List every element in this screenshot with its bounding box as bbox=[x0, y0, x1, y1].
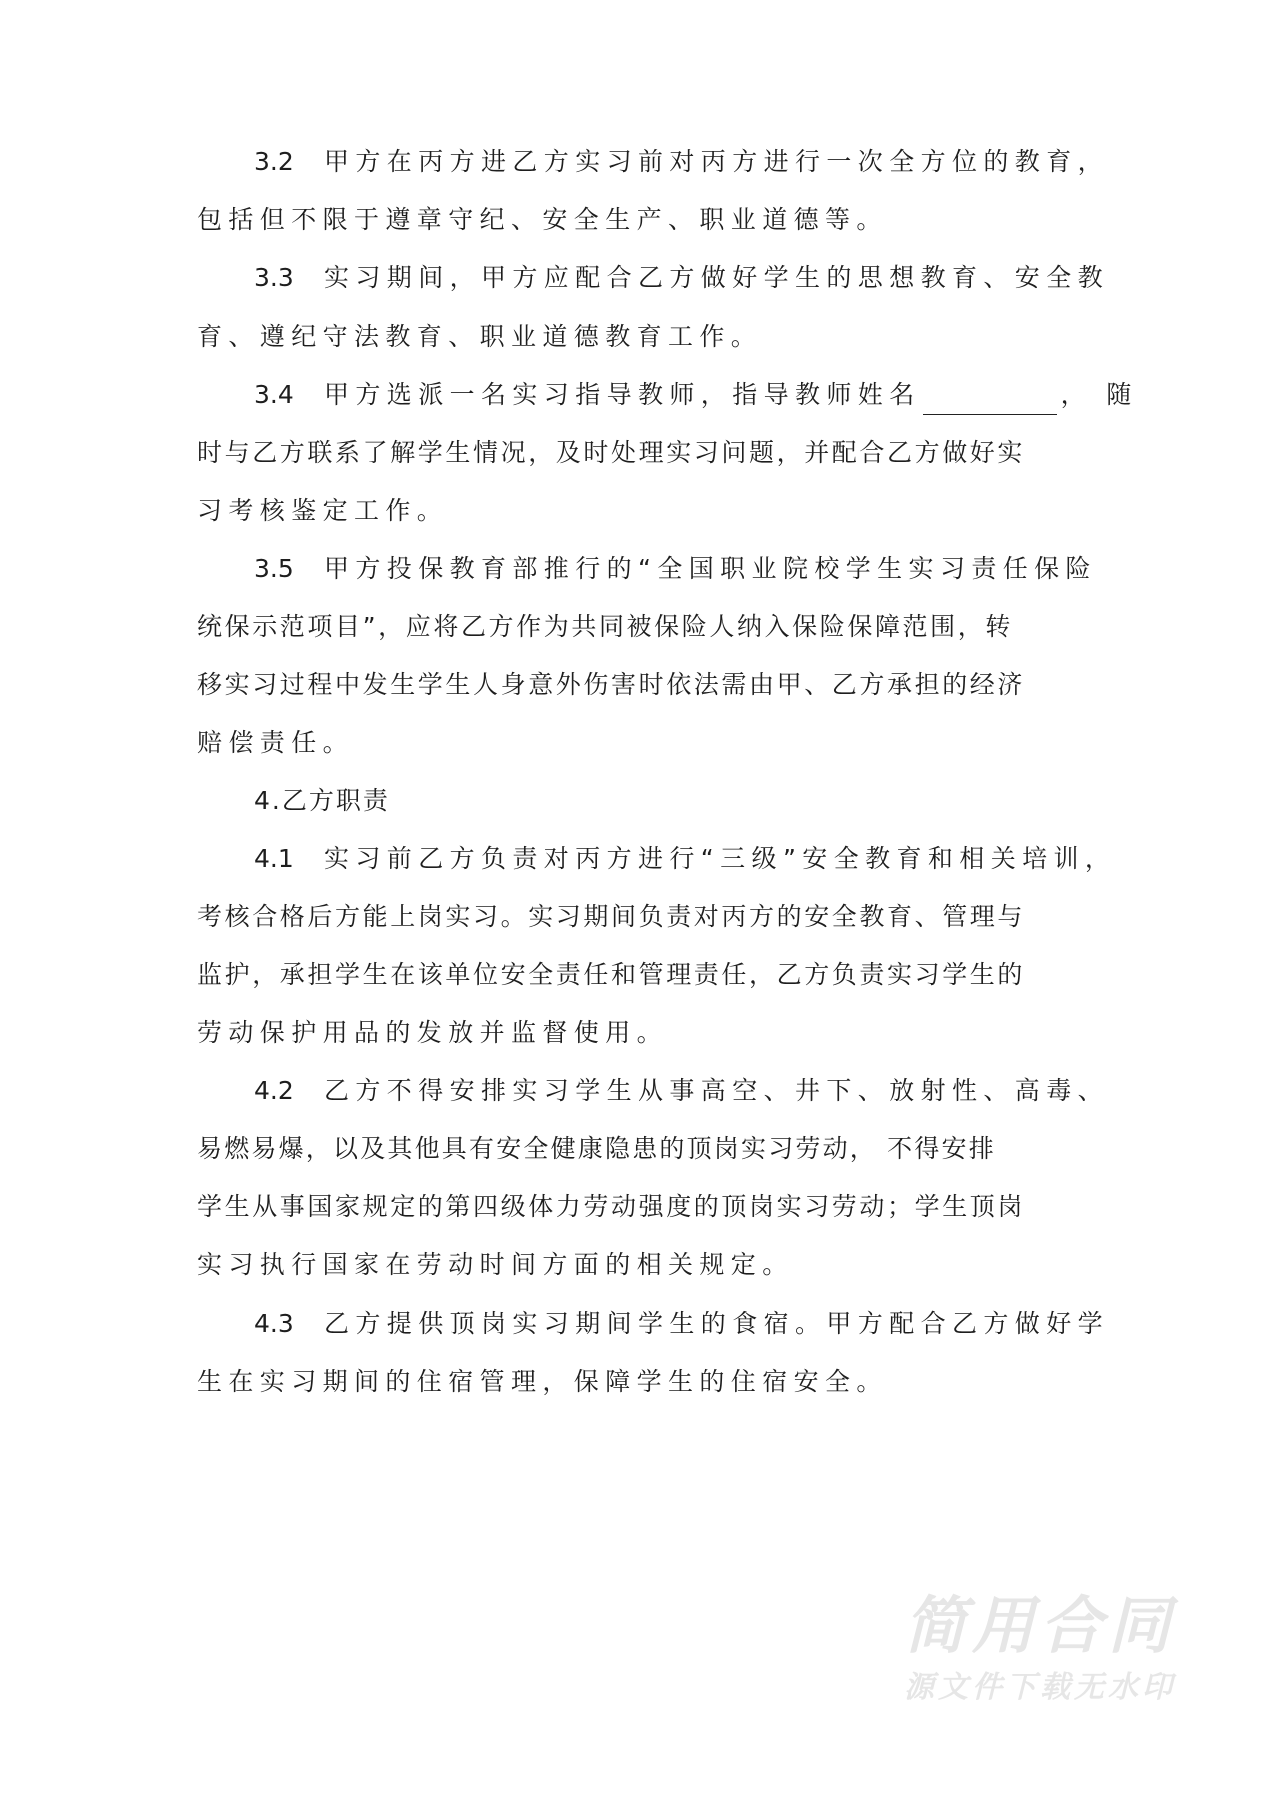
paragraph-text: 易燃易爆，以及其他具有安全健康隐患的顶岗实习劳动， 不得安排 bbox=[197, 1134, 996, 1163]
section-4-heading bbox=[254, 781, 1154, 821]
section-3-4-line-2 bbox=[197, 433, 1097, 473]
section-3-4-line-3 bbox=[197, 491, 1097, 531]
section-heading: 4.乙方职责 bbox=[254, 786, 390, 815]
paragraph-text: 移实习过程中发生学生人身意外伤害时依法需由甲、乙方承担的经济 bbox=[197, 670, 1026, 699]
section-number: 3.3 bbox=[254, 263, 294, 292]
paragraph-text: 时与乙方联系了解学生情况，及时处理实习问题，并配合乙方做好实 bbox=[197, 438, 1026, 467]
section-4-3-line-2 bbox=[197, 1362, 1097, 1402]
section-4-1-line-4 bbox=[197, 1013, 1097, 1053]
paragraph-text: 乙方提供顶岗实习期间学生的食宿。甲方配合乙方做好学 bbox=[324, 1309, 1110, 1338]
section-4-1-line-2 bbox=[197, 897, 1097, 937]
paragraph-text: 劳动保护用品的发放并监督使用。 bbox=[197, 1018, 669, 1047]
paragraph-text: 实习前乙方负责对丙方进行“三级”安全教育和相关培训， bbox=[324, 844, 1117, 873]
section-4-2-line-2 bbox=[197, 1129, 1097, 1169]
paragraph-text: 包括但不限于遵章守纪、安全生产、职业道德等。 bbox=[197, 205, 888, 234]
paragraph-text: 甲方在丙方进乙方实习前对丙方进行一次全方位的教育， bbox=[324, 147, 1110, 176]
section-4-2-line-3 bbox=[197, 1187, 1097, 1227]
paragraph-text: 乙方不得安排实习学生从事高空、井下、放射性、高毒、 bbox=[324, 1076, 1110, 1105]
section-number: 3.2 bbox=[254, 147, 294, 176]
teacher-name-blank-field[interactable] bbox=[923, 388, 1057, 415]
section-4-1-line-1 bbox=[254, 839, 1154, 879]
paragraph-text: 育、遵纪守法教育、职业道德教育工作。 bbox=[197, 322, 763, 351]
section-3-5-line-4 bbox=[197, 723, 1097, 763]
watermark bbox=[885, 1590, 1195, 1708]
paragraph-text: 实习执行国家在劳动时间方面的相关规定。 bbox=[197, 1250, 794, 1279]
paragraph-text: ， 随 bbox=[1060, 380, 1138, 409]
paragraph-text: 生在实习期间的住宿管理，保障学生的住宿安全。 bbox=[197, 1367, 888, 1396]
section-3-3-line-2 bbox=[197, 317, 1097, 357]
paragraph-text: 实习期间，甲方应配合乙方做好学生的思想教育、安全教 bbox=[324, 263, 1110, 292]
section-number: 4.3 bbox=[254, 1309, 294, 1338]
section-number: 3.4 bbox=[254, 380, 294, 409]
paragraph-text: 学生从事国家规定的第四级体力劳动强度的顶岗实习劳动；学生顶岗 bbox=[197, 1192, 1026, 1221]
paragraph-text: 赔偿责任。 bbox=[197, 728, 355, 757]
paragraph-text: 监护，承担学生在该单位安全责任和管理责任，乙方负责实习学生的 bbox=[197, 960, 1026, 989]
section-4-2-line-1 bbox=[254, 1071, 1154, 1111]
section-4-2-line-4 bbox=[197, 1245, 1097, 1285]
section-number: 4.2 bbox=[254, 1076, 294, 1105]
section-number: 4.1 bbox=[254, 844, 294, 873]
section-3-5-line-3 bbox=[197, 665, 1097, 705]
section-3-4-line-1 bbox=[254, 375, 1154, 415]
section-3-3-line-1 bbox=[254, 258, 1154, 298]
paragraph-text: 甲方投保教育部推行的“全国职业院校学生实习责任保险 bbox=[324, 554, 1097, 583]
section-4-3-line-1 bbox=[254, 1304, 1154, 1344]
section-number: 3.5 bbox=[254, 554, 294, 583]
paragraph-text: 甲方选派一名实习指导教师，指导教师姓名 bbox=[324, 380, 921, 409]
section-3-5-line-1 bbox=[254, 549, 1154, 589]
section-4-1-line-3 bbox=[197, 955, 1097, 995]
section-3-2-line-2 bbox=[197, 200, 1097, 240]
paragraph-text: 习考核鉴定工作。 bbox=[197, 496, 449, 525]
section-3-5-line-2 bbox=[197, 607, 1097, 647]
watermark-subtitle: 源文件下载无水印 bbox=[904, 1670, 1176, 1705]
paragraph-text: 考核合格后方能上岗实习。实习期间负责对丙方的安全教育、管理与 bbox=[197, 902, 1026, 931]
paragraph-text: 统保示范项目”，应将乙方作为共同被保险人纳入保险保障范围，转 bbox=[197, 612, 1013, 641]
section-3-2-line-1 bbox=[254, 142, 1154, 182]
watermark-brand: 简用合同 bbox=[903, 1589, 1176, 1662]
